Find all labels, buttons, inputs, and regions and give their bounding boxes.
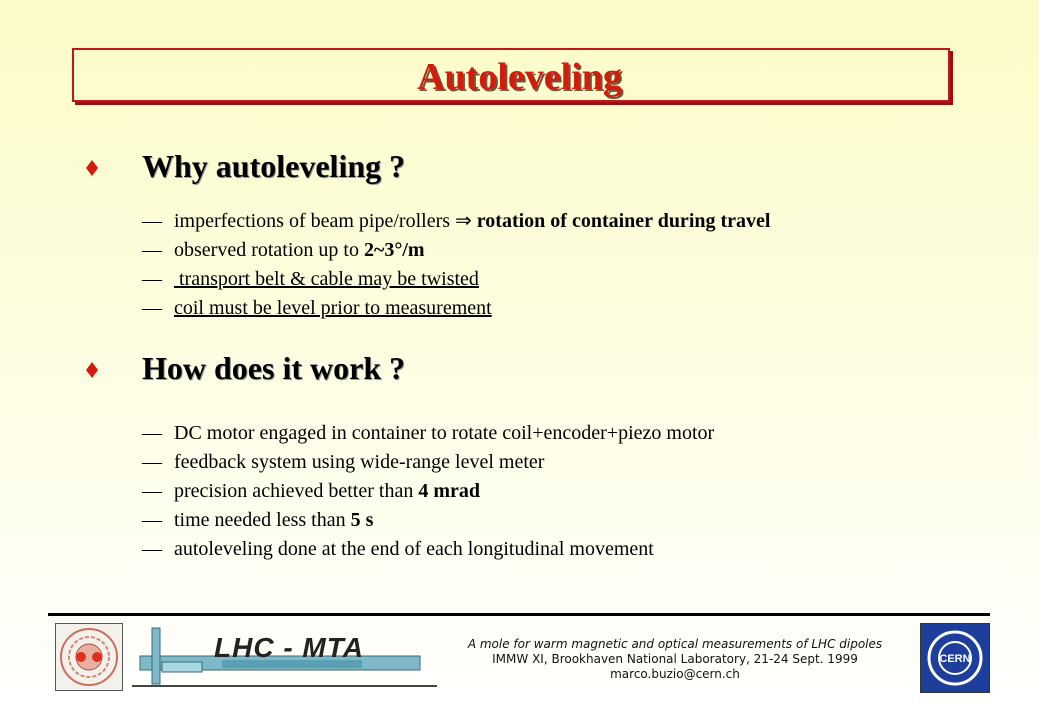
diamond-bullet-icon bbox=[82, 158, 102, 178]
magnet-cross-section-logo bbox=[55, 623, 123, 691]
list-item: — coil must be level prior to measurement bbox=[142, 297, 492, 319]
cern-logo bbox=[920, 623, 990, 693]
list-item: — transport belt & cable may be twisted bbox=[142, 268, 479, 290]
cern-logo-label: CERN bbox=[939, 653, 971, 665]
dash-marker: — bbox=[142, 451, 162, 473]
list-item: — observed rotation up to 2~3°/m bbox=[142, 239, 425, 261]
dash-marker: — bbox=[142, 480, 162, 502]
footer-text bbox=[440, 637, 910, 682]
section-heading-how: How does it work ? bbox=[142, 350, 406, 386]
list-item: — autoleveling done at the end of each longitudinal movement bbox=[142, 538, 654, 560]
dash-marker: — bbox=[142, 297, 162, 319]
slide-title: Autoleveling bbox=[417, 56, 622, 98]
dash-marker: — bbox=[142, 210, 162, 232]
footer-line-1: A mole for warm magnetic and optical measurements of LHC dipoles bbox=[467, 637, 883, 651]
dash-marker: — bbox=[142, 422, 162, 444]
dash-marker: — bbox=[142, 239, 162, 261]
dash-marker: — bbox=[142, 538, 162, 560]
dash-marker: — bbox=[142, 268, 162, 290]
section-heading-why: Why autoleveling ? bbox=[142, 148, 406, 184]
list-item: — imperfections of beam pipe/rollers ⇒ rotation of container during travel bbox=[142, 210, 771, 232]
list-item: — time needed less than 5 s bbox=[142, 509, 374, 531]
dash-marker: — bbox=[142, 509, 162, 531]
list-item: — feedback system using wide-range level meter bbox=[142, 451, 545, 473]
list-item: — DC motor engaged in container to rotate coil+encoder+piezo motor bbox=[142, 422, 715, 444]
footer-line-2: IMMW XI, Brookhaven National Laboratory, 21-24 Sept. 1999 bbox=[492, 652, 858, 666]
list-item: — precision achieved better than 4 mrad bbox=[142, 480, 481, 502]
lhc-mta-label: LHC - MTA bbox=[214, 632, 364, 663]
footer-divider bbox=[48, 613, 990, 616]
footer-line-3: marco.buzio@cern.ch bbox=[610, 667, 740, 681]
diamond-bullet-icon bbox=[82, 360, 102, 380]
